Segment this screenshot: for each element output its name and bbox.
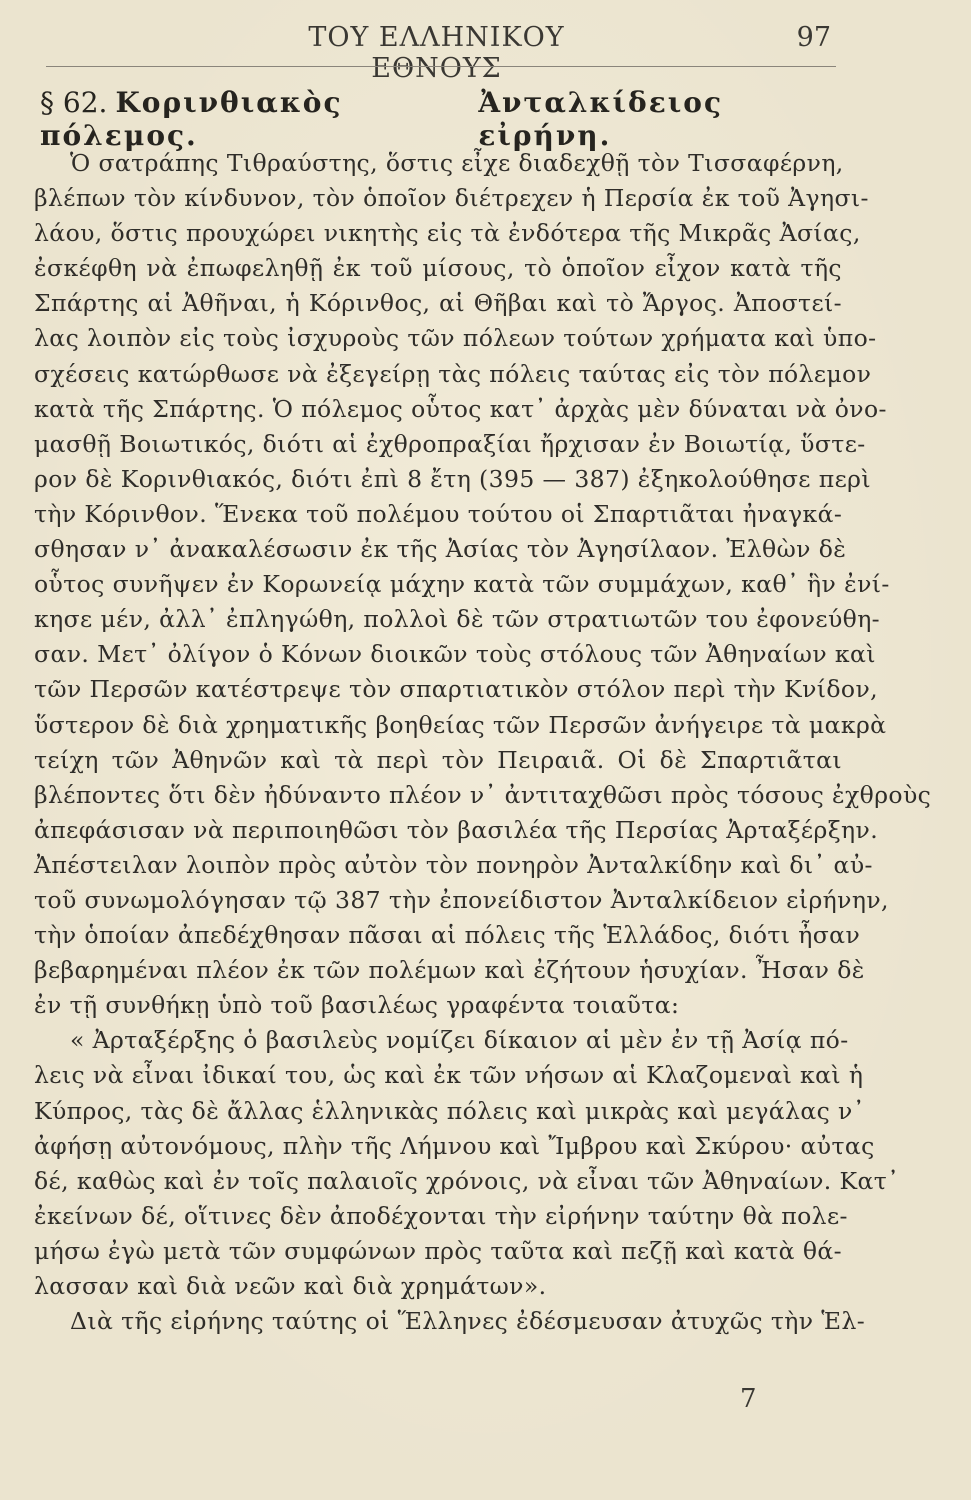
text-line: βεβαρημέναι πλέον ἐκ τῶν πολέμων καὶ ἐζήτουν ἡσυχίαν. Ἦσαν δὲ bbox=[34, 956, 865, 985]
running-head: ΤΟΥ ΕΛΛΗΝΙΚΟΥ ΕΘΝΟΥΣ bbox=[308, 22, 565, 84]
text-line: σθησαν ν᾽ ἀνακαλέσωσιν ἐκ τῆς Ἀσίας τὸν Ἀγησίλαον. Ἐλθὼν δὲ bbox=[34, 535, 847, 564]
text-line: ἐσκέφθη νὰ ἐπωφεληθῇ ἐκ τοῦ μίσους, τὸ ὁποῖον εἶχον κατὰ τῆς bbox=[34, 254, 842, 283]
text-line: τὴν Κόρινθον. Ἕνεκα τοῦ πολέμου τούτου οἱ Σπαρτιᾶται ἠναγκά- bbox=[34, 499, 843, 528]
text-line: λας λοιπὸν εἰς τοὺς ἰσχυροὺς τῶν πόλεων τούτων χρήματα καὶ ὑπο- bbox=[34, 324, 877, 353]
text-line: τείχη τῶν Ἀθηνῶν καὶ τὰ περὶ τὸν Πειραιᾶ. Οἱ δὲ Σπαρτιᾶται bbox=[34, 745, 842, 774]
section-title-war: Κορινθιακὸς πόλεμος. bbox=[40, 86, 343, 152]
text-line: λασσαν καὶ διὰ νεῶν καὶ διὰ χρημάτων». bbox=[34, 1272, 547, 1300]
text-line: τοῦ συνωμολόγησαν τῷ 387 τὴν ἐπονείδιστον Ἀνταλκίδειον εἰρήνην, bbox=[34, 885, 889, 914]
header-rule bbox=[46, 66, 836, 67]
text-line: λεις νὰ εἶναι ἰδικαί του, ὡς καὶ ἐκ τῶν νήσων αἱ Κλαζομεναὶ καὶ ἡ bbox=[34, 1061, 864, 1090]
text-line: σαν. Μετ᾽ ὀλίγον ὁ Κόνων διοικῶν τοὺς στόλους τῶν Ἀθηναίων καὶ bbox=[34, 640, 876, 669]
text-line: ἐκείνων δέ, οἵτινες δὲν ἀποδέχονται τὴν εἰρήνην ταύτην θὰ πολε- bbox=[34, 1201, 848, 1230]
page-number: 97 bbox=[796, 22, 831, 53]
text-line: ἀπεφάσισαν νὰ περιποιηθῶσι τὸν βασιλέα τῆς Περσίας Ἀρταξέρξην. bbox=[34, 815, 879, 844]
text-line: Κύπρος, τὰς δὲ ἄλλας ἑλληνικὰς πόλεις καὶ μικρὰς καὶ μεγάλας ν᾽ bbox=[34, 1096, 865, 1125]
section-heading bbox=[40, 86, 840, 152]
text-line: ὕστερον δὲ διὰ χρηματικῆς βοηθείας τῶν Περσῶν ἀνήγειρε τὰ μακρὰ bbox=[34, 710, 887, 739]
text-line: Διὰ τῆς εἰρήνης ταύτης οἱ Ἕλληνες ἐδέσμευσαν ἀτυχῶς τὴν Ἑλ- bbox=[70, 1307, 866, 1336]
text-line: τῶν Περσῶν κατέστρεψε τὸν σπαρτιατικὸν στόλον περὶ τὴν Κνίδον, bbox=[34, 675, 879, 704]
text-line: τὴν ὁποίαν ἀπεδέχθησαν πᾶσαι αἱ πόλεις τῆς Ἑλλάδος, διότι ἦσαν bbox=[34, 921, 861, 950]
text-line: λάου, ὅστις προυχώρει νικητὴς εἰς τὰ ἐνδότερα τῆς Μικρᾶς Ἀσίας, bbox=[34, 219, 861, 248]
text-line: « Ἀρταξέρξης ὁ βασιλεὺς νομίζει δίκαιον αἱ μὲν ἐν τῇ Ἀσίᾳ πό- bbox=[70, 1026, 849, 1055]
body-text bbox=[34, 146, 932, 1339]
section-number: § 62. bbox=[40, 86, 108, 119]
text-line: Σπάρτης αἱ Ἀθῆναι, ἡ Κόρινθος, αἱ Θῆβαι καὶ τὸ Ἄργος. Ἀποστεί- bbox=[34, 289, 842, 318]
text-line: μήσω ἐγὼ μετὰ τῶν συμφώνων πρὸς ταῦτα καὶ πεζῇ καὶ κατὰ θά- bbox=[34, 1236, 842, 1265]
signature-mark: 7 bbox=[740, 1384, 757, 1414]
text-line: κησε μέν, ἀλλ᾽ ἐπληγώθη, πολλοὶ δὲ τῶν στρατιωτῶν του ἐφονεύθη- bbox=[34, 605, 881, 634]
text-line: Ὁ σατράπης Τιθραύστης, ὅστις εἶχε διαδεχθῇ τὸν Τισσαφέρνη, bbox=[70, 149, 844, 177]
text-line: Ἀπέστειλαν λοιπὸν πρὸς αὐτὸν τὸν πονηρὸν Ἀνταλκίδην καὶ δι᾽ αὐ- bbox=[34, 850, 873, 879]
text-line: ἀφήσῃ αὐτονόμους, πλὴν τῆς Λήμνου καὶ Ἴμβρου καὶ Σκύρου· αὐτας bbox=[34, 1131, 875, 1160]
text-line: δέ, καθὼς καὶ ἐν τοῖς παλαιοῖς χρόνοις, νὰ εἶναι τῶν Ἀθηναίων. Κατ᾽ bbox=[34, 1166, 900, 1195]
text-line: βλέπων τὸν κίνδυνον, τὸν ὁποῖον διέτρεχεν ἡ Περσία ἐκ τοῦ Ἀγησι- bbox=[34, 184, 869, 213]
text-line: ἐν τῇ συνθήκῃ ὑπὸ τοῦ βασιλέως γραφέντα τοιαῦτα: bbox=[34, 991, 680, 1020]
text-line: μασθῇ Βοιωτικός, διότι αἱ ἐχθροπραξίαι ἤρχισαν ἐν Βοιωτίᾳ, ὕστε- bbox=[34, 429, 866, 458]
section-title-peace: Ἀνταλκίδειος εἰρήνη. bbox=[478, 86, 724, 152]
text-line: βλέποντες ὅτι δὲν ἠδύναντο πλέον ν᾽ ἀντιταχθῶσι πρὸς τόσους ἐχθροὺς bbox=[34, 780, 932, 809]
text-line: οὗτος συνῆψεν ἐν Κορωνείᾳ μάχην κατὰ τῶν συμμάχων, καθ᾽ ἣν ἐνί- bbox=[34, 570, 890, 599]
text-line: ρον δὲ Κορινθιακός, διότι ἐπὶ 8 ἔτη (395 — 387) ἐξηκολούθησε περὶ bbox=[34, 464, 871, 493]
section-title-left bbox=[40, 86, 478, 152]
text-line: κατὰ τῆς Σπάρτης. Ὁ πόλεμος οὗτος κατ᾽ ἀρχὰς μὲν δύναται νὰ ὀνο- bbox=[34, 394, 887, 423]
text-line: σχέσεις κατώρθωσε νὰ ἐξεγείρῃ τὰς πόλεις ταύτας εἰς τὸν πόλεμον bbox=[34, 359, 872, 388]
